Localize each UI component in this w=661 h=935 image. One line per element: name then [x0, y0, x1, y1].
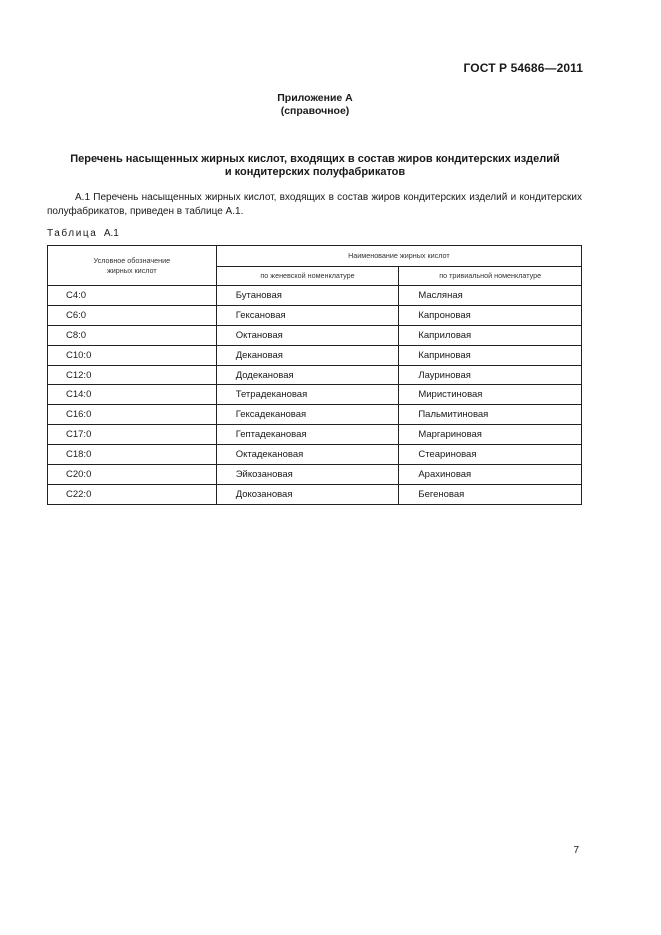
cell-code: С4:0 — [48, 286, 217, 306]
cell-code: С16:0 — [48, 405, 217, 425]
table-row — [48, 484, 582, 504]
cell-code: С18:0 — [48, 445, 217, 465]
heading-line-1: Перечень насыщенных жирных кислот, входящих в состав жиров кондитерских изделий — [70, 153, 560, 165]
cell-geneva: Эйкозановая — [216, 465, 399, 485]
cell-code: С12:0 — [48, 365, 217, 385]
cell-trivial: Арахиновая — [399, 465, 582, 485]
document-code: ГОСТ Р 54686—2011 — [463, 61, 583, 75]
table-body — [48, 286, 582, 505]
cell-code: С22:0 — [48, 484, 217, 504]
cell-code: С10:0 — [48, 345, 217, 365]
header-names-group: Наименование жирных кислот — [216, 246, 581, 267]
intro-paragraph: А.1 Перечень насыщенных жирных кислот, входящих в состав жиров кондитерских изделий и кондитерских полуфабрикатов, приведен в таблице А.1. — [47, 192, 582, 217]
cell-geneva: Тетрадекановая — [216, 385, 399, 405]
table-row — [48, 305, 582, 325]
table-caption-number: А.1 — [103, 228, 119, 239]
table-row — [48, 365, 582, 385]
cell-trivial: Пальмитиновая — [399, 405, 582, 425]
cell-code: С17:0 — [48, 425, 217, 445]
cell-trivial: Лауриновая — [399, 365, 582, 385]
table-row — [48, 286, 582, 306]
table-row — [48, 445, 582, 465]
appendix-note: (справочное) — [280, 105, 350, 117]
cell-trivial: Капроновая — [399, 305, 582, 325]
table-row — [48, 425, 582, 445]
cell-trivial: Бегеновая — [399, 484, 582, 504]
cell-code: С6:0 — [48, 305, 217, 325]
table-row — [48, 465, 582, 485]
cell-geneva: Октадекановая — [216, 445, 399, 465]
cell-geneva: Октановая — [216, 325, 399, 345]
table-row — [48, 325, 582, 345]
fatty-acids-table — [47, 245, 582, 505]
cell-trivial: Маргариновая — [399, 425, 582, 445]
table-caption — [47, 228, 119, 239]
table-row — [48, 405, 582, 425]
cell-trivial: Масляная — [399, 286, 582, 306]
cell-geneva: Додекановая — [216, 365, 399, 385]
cell-geneva: Бутановая — [216, 286, 399, 306]
header-code: Условное обозначение жирных кислот — [48, 246, 217, 286]
cell-geneva: Декановая — [216, 345, 399, 365]
section-heading — [0, 153, 630, 179]
cell-trivial: Каприловая — [399, 325, 582, 345]
header-geneva: по женевской номенклатуре — [216, 267, 399, 286]
appendix-block — [0, 92, 630, 118]
heading-line-2: и кондитерских полуфабрикатов — [224, 166, 406, 178]
header-trivial: по тривиальной номенклатуре — [399, 267, 582, 286]
page-number: 7 — [573, 845, 579, 856]
table-row — [48, 385, 582, 405]
table-caption-word: Таблица — [47, 228, 98, 239]
cell-geneva: Гексановая — [216, 305, 399, 325]
cell-code: С20:0 — [48, 465, 217, 485]
cell-geneva: Гексадекановая — [216, 405, 399, 425]
cell-trivial: Стеариновая — [399, 445, 582, 465]
cell-code: С8:0 — [48, 325, 217, 345]
cell-code: С14:0 — [48, 385, 217, 405]
cell-geneva: Докозановая — [216, 484, 399, 504]
cell-trivial: Миристиновая — [399, 385, 582, 405]
cell-geneva: Гептадекановая — [216, 425, 399, 445]
cell-trivial: Каприновая — [399, 345, 582, 365]
table-row — [48, 345, 582, 365]
appendix-title: Приложение А — [277, 92, 353, 104]
